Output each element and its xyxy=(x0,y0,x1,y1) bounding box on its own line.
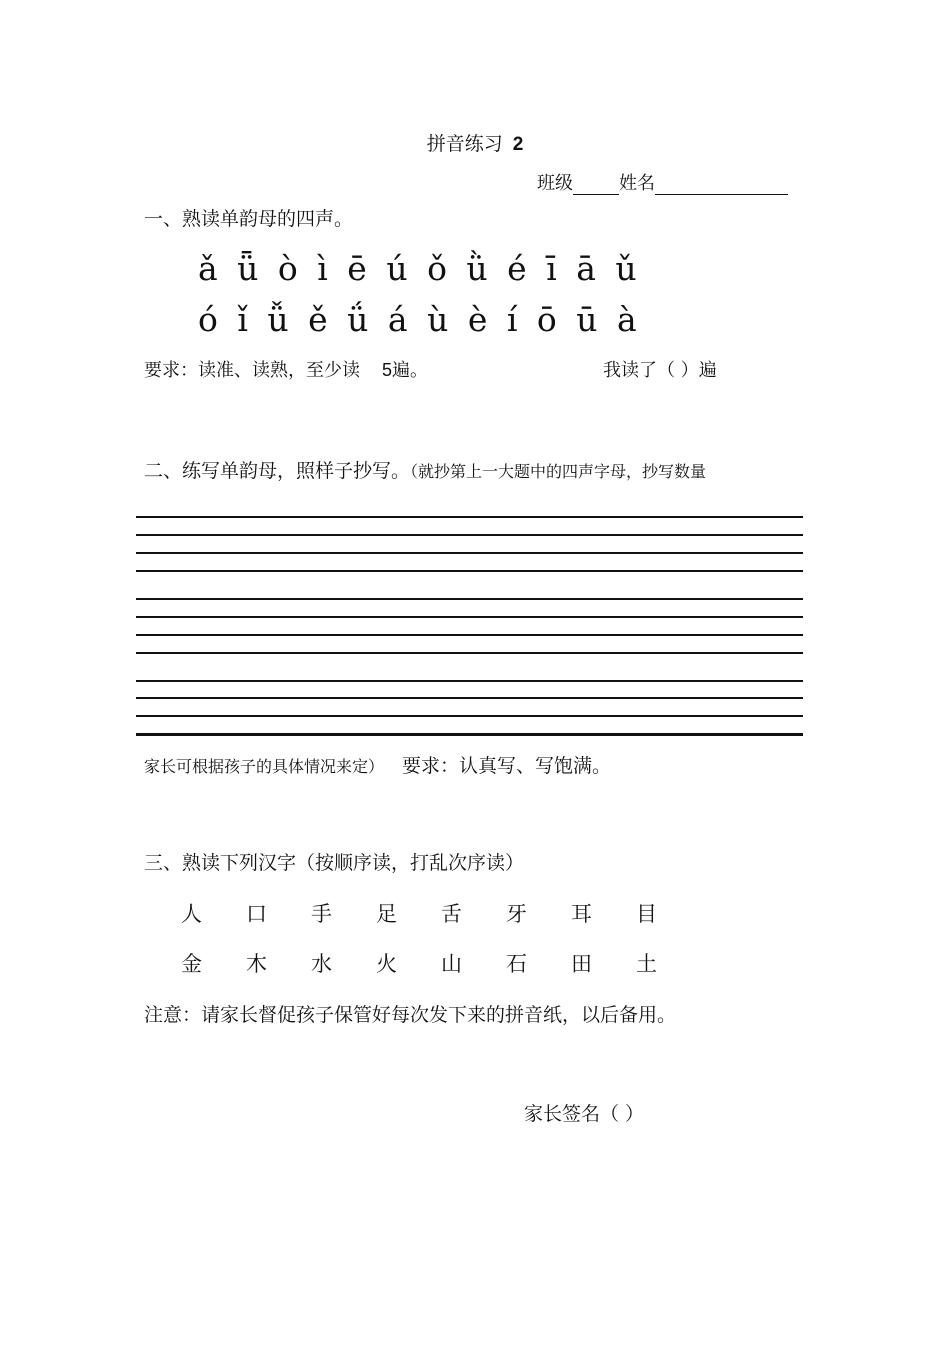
requirement-prefix: 要求：读准、读熟，至少读 xyxy=(144,360,360,381)
writing-line[interactable] xyxy=(136,570,803,572)
hanzi-char: 牙 xyxy=(506,902,527,926)
section2-note-end: 家长可根据孩子的具体情况来定） xyxy=(144,757,385,776)
writing-line[interactable] xyxy=(136,616,803,618)
pinyin-row-1: ǎ ǖ ò ì ē ú ǒ ǜ é ī ā ǔ xyxy=(198,249,638,288)
hanzi-row-1 xyxy=(181,898,701,928)
hanzi-char: 口 xyxy=(246,902,267,926)
writing-line[interactable] xyxy=(136,534,803,536)
hanzi-char: 石 xyxy=(506,952,527,976)
hanzi-char: 山 xyxy=(441,952,462,976)
class-label: 班级 xyxy=(537,173,573,194)
section1-requirement xyxy=(144,356,428,382)
parent-notice: 注意：请家长督促孩子保管好每次发下来的拼音纸，以后备用。 xyxy=(144,1004,677,1026)
writing-line[interactable] xyxy=(136,598,803,600)
hanzi-char: 人 xyxy=(181,902,202,926)
writing-line[interactable] xyxy=(136,552,803,554)
section3-heading: 三、熟读下列汉字（按顺序读，打乱次序读） xyxy=(144,852,525,874)
writing-line[interactable] xyxy=(136,516,803,518)
title-number: 2 xyxy=(512,134,524,155)
hanzi-row-2 xyxy=(181,948,701,978)
name-label: 姓名 xyxy=(619,173,655,194)
section2-heading: 二、练写单韵母，照样子抄写。 xyxy=(144,460,411,482)
hanzi-char: 火 xyxy=(376,952,397,976)
writing-line[interactable] xyxy=(136,634,803,636)
class-blank[interactable] xyxy=(573,176,619,195)
hanzi-char: 木 xyxy=(246,952,267,976)
section2-note-start: （就抄第上一大题中的四声字母，抄写数量 xyxy=(410,462,707,481)
hanzi-char: 田 xyxy=(571,952,592,976)
hanzi-char: 耳 xyxy=(571,902,592,926)
writing-line[interactable] xyxy=(136,652,803,654)
section2-requirement: 要求：认真写、写饱满。 xyxy=(402,755,612,777)
title-text: 拼音练习 xyxy=(426,133,503,155)
hanzi-char: 舌 xyxy=(441,902,462,926)
hanzi-char: 水 xyxy=(311,952,332,976)
section2-requirement-line xyxy=(144,751,611,778)
section1-heading: 一、熟读单韵母的四声。 xyxy=(144,208,354,230)
requirement-suffix: 遍。 xyxy=(392,360,429,381)
read-count-field[interactable]: 我读了（ ）遍 xyxy=(603,360,717,381)
writing-line[interactable] xyxy=(136,715,803,717)
writing-line[interactable] xyxy=(136,697,803,699)
writing-line[interactable] xyxy=(136,680,803,682)
parent-signature-field[interactable]: 家长签名（ ） xyxy=(524,1103,645,1125)
hanzi-char: 手 xyxy=(311,902,332,926)
section2-heading-line xyxy=(144,456,706,483)
class-name-line xyxy=(537,169,788,195)
hanzi-char: 足 xyxy=(376,902,397,926)
page-title xyxy=(0,129,950,156)
hanzi-char: 目 xyxy=(636,902,657,926)
requirement-count: 5 xyxy=(382,360,393,380)
name-blank[interactable] xyxy=(655,176,788,195)
hanzi-char: 金 xyxy=(181,952,202,976)
writing-line[interactable] xyxy=(136,733,803,736)
pinyin-row-2: ó ǐ ǚ ě ǘ á ù è í ō ū à xyxy=(198,300,638,339)
hanzi-char: 土 xyxy=(636,952,657,976)
